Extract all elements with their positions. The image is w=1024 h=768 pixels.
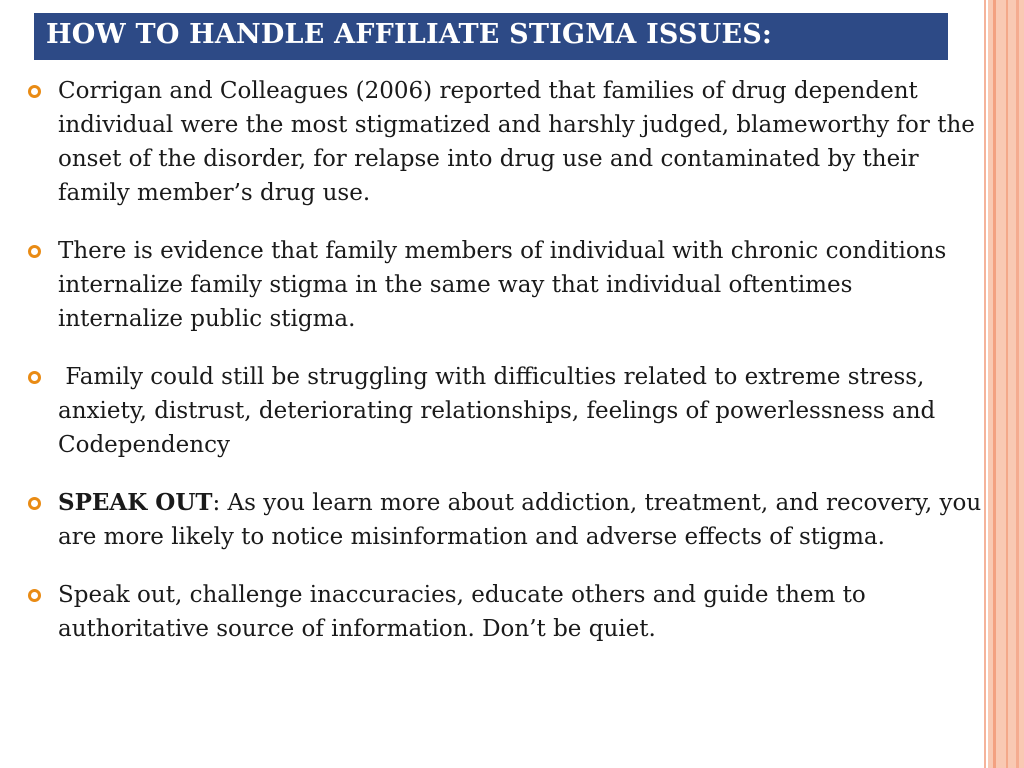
circle-bullet-icon (28, 589, 41, 602)
decorative-stripe-line (993, 0, 996, 768)
title-bar (34, 13, 948, 60)
bullet-bold-label: SPEAK OUT (58, 489, 213, 516)
bullet-text-body: Speak out, challenge inaccuracies, educate others and guide them to authoritative source of information. Don’t be quiet. (58, 582, 866, 642)
bullet-item (28, 578, 983, 646)
bullet-item (28, 360, 983, 462)
decorative-stripe-line (984, 0, 986, 768)
bullet-item (28, 74, 983, 210)
decorative-stripe-line (1016, 0, 1019, 768)
circle-bullet-icon (28, 497, 41, 510)
bullet-item (28, 234, 983, 336)
bullet-text-body: There is evidence that family members of individual with chronic conditions internalize family stigma in the same way that individual oftentimes internalize public stigma. (58, 238, 947, 332)
bullet-text-body: : As you learn more about addiction, treatment, and recovery, you are more likely to notice misinformation and adverse effects of stigma. (58, 490, 982, 550)
bullet-list (28, 74, 983, 670)
bullet-text (58, 486, 983, 554)
bullet-text-body: Family could still be struggling with difficulties related to extreme stress, anxiety, distrust, deteriorating relationships, feelings of powerlessness and Codependency (58, 364, 943, 458)
bullet-text (58, 578, 983, 646)
bullet-text (58, 234, 983, 336)
bullet-text (58, 360, 983, 462)
bullet-text-body: Corrigan and Colleagues (2006) reported that families of drug dependent individual were the most stigmatized and harshly judged, blameworthy for the onset of the disorder, for relapse into drug use and contaminated by their family member’s drug use. (58, 78, 975, 206)
circle-bullet-icon (28, 371, 41, 384)
bullet-text (58, 74, 983, 210)
slide-title: HOW TO HANDLE AFFILIATE STIGMA ISSUES: (46, 19, 773, 50)
decorative-stripe-line (1006, 0, 1008, 768)
circle-bullet-icon (28, 245, 41, 258)
circle-bullet-icon (28, 85, 41, 98)
bullet-item (28, 486, 983, 554)
